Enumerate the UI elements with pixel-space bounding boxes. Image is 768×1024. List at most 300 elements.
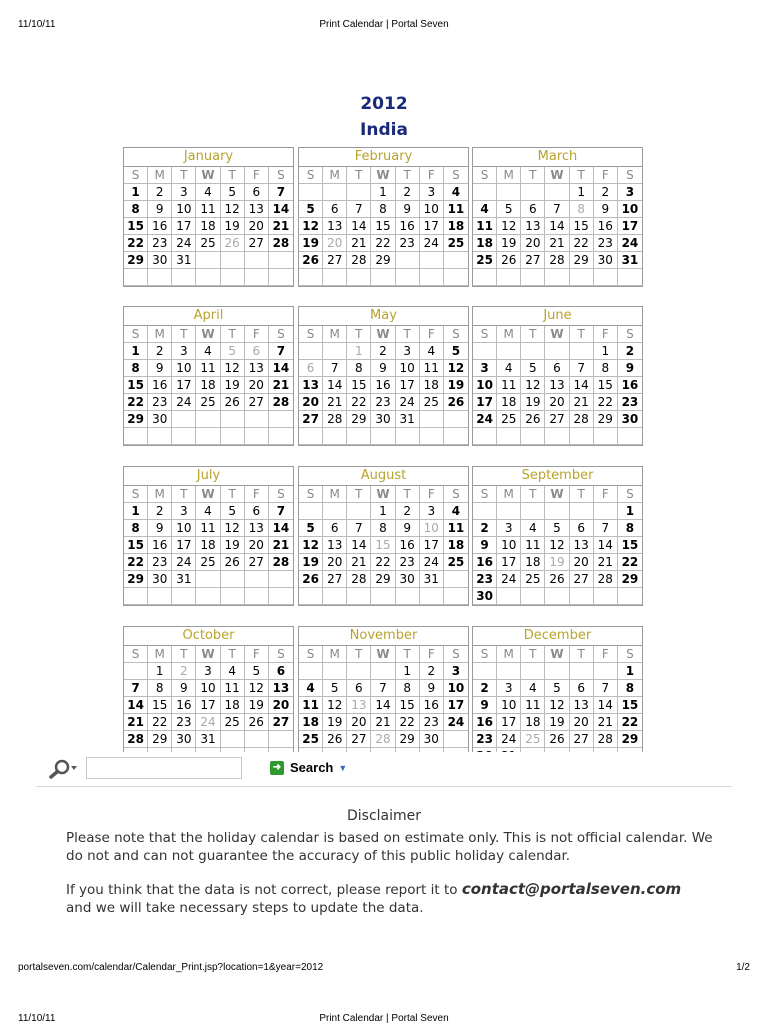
- day-cell: 9: [396, 520, 420, 537]
- month-days-grid: [299, 646, 468, 765]
- weekday-header: F: [594, 486, 618, 503]
- day-cell: 12: [221, 201, 245, 218]
- day-cell: 4: [196, 184, 220, 201]
- weekday-header: S: [473, 486, 497, 503]
- day-cell: 3: [396, 343, 420, 360]
- empty-cell: [269, 428, 293, 445]
- day-cell: 24: [618, 235, 642, 252]
- weekday-header: T: [347, 646, 371, 663]
- weekday-header: W: [545, 486, 569, 503]
- day-cell: 14: [124, 697, 148, 714]
- empty-cell: [497, 588, 521, 605]
- month-days-grid: [124, 167, 293, 286]
- day-cell: 29: [618, 731, 642, 748]
- day-cell: 12: [221, 520, 245, 537]
- weekday-header: S: [473, 167, 497, 184]
- empty-cell: [396, 252, 420, 269]
- empty-cell: [269, 252, 293, 269]
- month-name: February: [299, 148, 468, 167]
- empty-cell: [570, 343, 594, 360]
- day-cell: 7: [594, 680, 618, 697]
- day-cell: 30: [172, 731, 196, 748]
- day-cell: 4: [473, 201, 497, 218]
- day-cell: 3: [172, 184, 196, 201]
- day-cell: 5: [545, 520, 569, 537]
- weekday-header: W: [371, 486, 395, 503]
- search-button-label: Search: [290, 760, 334, 775]
- day-cell: 25: [521, 731, 545, 748]
- day-cell: 21: [570, 394, 594, 411]
- day-cell: 13: [570, 697, 594, 714]
- day-cell: 8: [618, 680, 642, 697]
- day-cell: 19: [497, 235, 521, 252]
- day-cell: 8: [371, 520, 395, 537]
- day-cell: 11: [444, 201, 468, 218]
- day-cell: 31: [196, 731, 220, 748]
- day-cell: 26: [444, 394, 468, 411]
- day-cell: 6: [323, 520, 347, 537]
- weekday-header: S: [473, 326, 497, 343]
- day-cell: 29: [570, 252, 594, 269]
- weekday-header: T: [221, 486, 245, 503]
- day-cell: 19: [545, 554, 569, 571]
- day-cell: 20: [299, 394, 323, 411]
- day-cell: 19: [323, 714, 347, 731]
- day-cell: 7: [269, 503, 293, 520]
- empty-cell: [420, 428, 444, 445]
- weekday-header: T: [396, 486, 420, 503]
- empty-cell: [497, 428, 521, 445]
- day-cell: 5: [221, 184, 245, 201]
- day-cell: 9: [148, 520, 172, 537]
- month-days-grid: [124, 486, 293, 605]
- day-cell: 17: [420, 218, 444, 235]
- day-cell: 24: [172, 554, 196, 571]
- weekday-header: T: [221, 167, 245, 184]
- day-cell: 11: [420, 360, 444, 377]
- day-cell: 18: [196, 377, 220, 394]
- day-cell: 18: [196, 218, 220, 235]
- day-cell: 4: [420, 343, 444, 360]
- day-cell: 22: [124, 554, 148, 571]
- day-cell: 8: [124, 520, 148, 537]
- day-cell: 6: [245, 343, 269, 360]
- day-cell: 23: [148, 554, 172, 571]
- day-cell: 16: [172, 697, 196, 714]
- day-cell: 29: [124, 571, 148, 588]
- month-days-grid: [299, 167, 468, 286]
- month-name: September: [473, 467, 642, 486]
- empty-cell: [521, 663, 545, 680]
- day-cell: 16: [148, 537, 172, 554]
- day-cell: 28: [269, 394, 293, 411]
- empty-cell: [594, 588, 618, 605]
- day-cell: 22: [124, 394, 148, 411]
- empty-cell: [172, 428, 196, 445]
- day-cell: 5: [245, 663, 269, 680]
- day-cell: 20: [269, 697, 293, 714]
- weekday-header: W: [545, 326, 569, 343]
- weekday-header: W: [371, 646, 395, 663]
- day-cell: 31: [172, 252, 196, 269]
- empty-cell: [497, 269, 521, 286]
- empty-cell: [299, 663, 323, 680]
- day-cell: 3: [497, 680, 521, 697]
- day-cell: 21: [347, 235, 371, 252]
- weekday-header: T: [172, 167, 196, 184]
- empty-cell: [497, 503, 521, 520]
- magnifier-icon[interactable]: [46, 757, 78, 779]
- weekday-header: S: [299, 167, 323, 184]
- weekday-header: F: [420, 326, 444, 343]
- empty-cell: [269, 571, 293, 588]
- day-cell: 24: [420, 554, 444, 571]
- day-cell: 2: [148, 343, 172, 360]
- disclaimer-paragraph-2-suffix: and we will take necessary steps to update the data.: [66, 900, 424, 916]
- day-cell: 22: [618, 714, 642, 731]
- day-cell: 24: [420, 235, 444, 252]
- day-cell: 18: [221, 697, 245, 714]
- day-cell: 19: [221, 218, 245, 235]
- day-cell: 14: [347, 218, 371, 235]
- day-cell: 10: [420, 201, 444, 218]
- day-cell: 13: [521, 218, 545, 235]
- day-cell: 20: [323, 554, 347, 571]
- day-cell: 30: [473, 588, 497, 605]
- weekday-header: S: [269, 486, 293, 503]
- day-cell: 27: [245, 235, 269, 252]
- empty-cell: [545, 503, 569, 520]
- weekday-header: S: [269, 326, 293, 343]
- day-cell: 12: [521, 377, 545, 394]
- day-cell: 28: [269, 554, 293, 571]
- day-cell: 29: [371, 252, 395, 269]
- day-cell: 6: [299, 360, 323, 377]
- day-cell: 2: [473, 520, 497, 537]
- day-cell: 12: [323, 697, 347, 714]
- weekday-header: M: [323, 326, 347, 343]
- empty-cell: [521, 428, 545, 445]
- day-cell: 19: [299, 235, 323, 252]
- day-cell: 20: [245, 377, 269, 394]
- day-cell: 22: [396, 714, 420, 731]
- day-cell: 14: [347, 537, 371, 554]
- day-cell: 21: [371, 714, 395, 731]
- day-cell: 18: [521, 554, 545, 571]
- day-cell: 12: [299, 218, 323, 235]
- weekday-header: M: [497, 486, 521, 503]
- month-days-grid: [473, 167, 642, 286]
- day-cell: 30: [420, 731, 444, 748]
- empty-cell: [245, 428, 269, 445]
- empty-cell: [221, 588, 245, 605]
- weekday-header: S: [124, 326, 148, 343]
- day-cell: 25: [521, 571, 545, 588]
- day-cell: 14: [570, 377, 594, 394]
- day-cell: 2: [473, 680, 497, 697]
- day-cell: 1: [124, 503, 148, 520]
- month-name: December: [473, 627, 642, 646]
- search-button[interactable]: [266, 758, 351, 778]
- weekday-header: S: [124, 486, 148, 503]
- day-cell: 31: [420, 571, 444, 588]
- day-cell: 17: [172, 377, 196, 394]
- empty-cell: [570, 269, 594, 286]
- day-cell: 15: [124, 537, 148, 554]
- day-cell: 7: [347, 520, 371, 537]
- empty-cell: [323, 428, 347, 445]
- day-cell: 16: [420, 697, 444, 714]
- day-cell: 1: [618, 663, 642, 680]
- empty-cell: [245, 269, 269, 286]
- day-cell: 5: [521, 360, 545, 377]
- empty-cell: [545, 428, 569, 445]
- day-cell: 19: [444, 377, 468, 394]
- weekday-header: M: [323, 486, 347, 503]
- day-cell: 14: [323, 377, 347, 394]
- day-cell: 17: [497, 554, 521, 571]
- day-cell: 3: [444, 663, 468, 680]
- day-cell: 27: [347, 731, 371, 748]
- month-name: November: [299, 627, 468, 646]
- day-cell: 16: [618, 377, 642, 394]
- day-cell: 9: [420, 680, 444, 697]
- empty-cell: [473, 269, 497, 286]
- day-cell: 9: [396, 201, 420, 218]
- day-cell: 17: [444, 697, 468, 714]
- empty-cell: [299, 428, 323, 445]
- day-cell: 8: [347, 360, 371, 377]
- day-cell: 10: [497, 697, 521, 714]
- day-cell: 17: [420, 537, 444, 554]
- empty-cell: [221, 252, 245, 269]
- month-name: May: [299, 307, 468, 326]
- day-cell: 15: [570, 218, 594, 235]
- weekday-header: F: [245, 167, 269, 184]
- chevron-down-icon: ▼: [338, 763, 348, 773]
- weekday-header: W: [196, 326, 220, 343]
- day-cell: 8: [594, 360, 618, 377]
- weekday-header: S: [618, 167, 642, 184]
- day-cell: 20: [347, 714, 371, 731]
- empty-cell: [618, 588, 642, 605]
- day-cell: 10: [618, 201, 642, 218]
- day-cell: 7: [269, 184, 293, 201]
- day-cell: 18: [444, 218, 468, 235]
- day-cell: 10: [172, 520, 196, 537]
- day-cell: 30: [148, 411, 172, 428]
- day-cell: 27: [570, 731, 594, 748]
- day-cell: 14: [594, 697, 618, 714]
- empty-cell: [245, 588, 269, 605]
- weekday-header: T: [172, 486, 196, 503]
- day-cell: 30: [396, 571, 420, 588]
- empty-cell: [594, 428, 618, 445]
- day-cell: 29: [124, 252, 148, 269]
- divider: [36, 786, 732, 787]
- day-cell: 30: [148, 252, 172, 269]
- day-cell: 11: [521, 697, 545, 714]
- day-cell: 4: [196, 503, 220, 520]
- month-february: [298, 147, 469, 287]
- day-cell: 14: [371, 697, 395, 714]
- day-cell: 18: [196, 537, 220, 554]
- day-cell: 3: [473, 360, 497, 377]
- day-cell: 12: [545, 697, 569, 714]
- empty-cell: [545, 663, 569, 680]
- day-cell: 28: [124, 731, 148, 748]
- empty-cell: [172, 411, 196, 428]
- weekday-header: F: [594, 167, 618, 184]
- day-cell: 21: [594, 714, 618, 731]
- month-december: [472, 626, 643, 766]
- day-cell: 4: [444, 503, 468, 520]
- day-cell: 6: [245, 184, 269, 201]
- day-cell: 6: [545, 360, 569, 377]
- weekday-header: S: [618, 646, 642, 663]
- empty-cell: [570, 663, 594, 680]
- next-page-title: Print Calendar | Portal Seven: [319, 1013, 449, 1024]
- empty-cell: [269, 731, 293, 748]
- disclaimer-heading: Disclaimer: [346, 808, 422, 824]
- day-cell: 1: [148, 663, 172, 680]
- day-cell: 29: [148, 731, 172, 748]
- empty-cell: [347, 503, 371, 520]
- month-name: July: [124, 467, 293, 486]
- day-cell: 21: [269, 218, 293, 235]
- weekday-header: T: [396, 326, 420, 343]
- weekday-header: S: [124, 646, 148, 663]
- day-cell: 23: [148, 394, 172, 411]
- empty-cell: [124, 428, 148, 445]
- day-cell: 27: [245, 554, 269, 571]
- weekday-header: T: [347, 326, 371, 343]
- day-cell: 25: [196, 394, 220, 411]
- day-cell: 24: [444, 714, 468, 731]
- empty-cell: [396, 588, 420, 605]
- day-cell: 11: [299, 697, 323, 714]
- empty-cell: [196, 411, 220, 428]
- contact-email-link[interactable]: contact@portalseven.com: [461, 880, 682, 898]
- empty-cell: [594, 663, 618, 680]
- empty-cell: [570, 588, 594, 605]
- weekday-header: F: [245, 326, 269, 343]
- weekday-header: M: [497, 646, 521, 663]
- disclaimer-paragraph-2-prefix: If you think that the data is not correct, please report it to: [66, 882, 462, 898]
- day-cell: 17: [497, 714, 521, 731]
- day-cell: 19: [245, 697, 269, 714]
- empty-cell: [269, 411, 293, 428]
- day-cell: 2: [371, 343, 395, 360]
- day-cell: 20: [545, 394, 569, 411]
- day-cell: 21: [545, 235, 569, 252]
- day-cell: 26: [323, 731, 347, 748]
- empty-cell: [371, 269, 395, 286]
- day-cell: 25: [196, 235, 220, 252]
- day-cell: 10: [497, 537, 521, 554]
- day-cell: 9: [172, 680, 196, 697]
- day-cell: 1: [124, 184, 148, 201]
- day-cell: 20: [521, 235, 545, 252]
- month-september: [472, 466, 643, 606]
- day-cell: 16: [473, 554, 497, 571]
- day-cell: 3: [172, 343, 196, 360]
- day-cell: 21: [347, 554, 371, 571]
- empty-cell: [347, 269, 371, 286]
- weekday-header: W: [371, 167, 395, 184]
- empty-cell: [545, 588, 569, 605]
- day-cell: 26: [545, 571, 569, 588]
- empty-cell: [299, 184, 323, 201]
- day-cell: 8: [570, 201, 594, 218]
- weekday-header: M: [148, 326, 172, 343]
- day-cell: 14: [594, 537, 618, 554]
- day-cell: 23: [473, 731, 497, 748]
- day-cell: 13: [245, 201, 269, 218]
- day-cell: 19: [299, 554, 323, 571]
- day-cell: 17: [172, 537, 196, 554]
- day-cell: 4: [521, 520, 545, 537]
- day-cell: 12: [497, 218, 521, 235]
- empty-cell: [618, 269, 642, 286]
- month-name: April: [124, 307, 293, 326]
- day-cell: 7: [347, 201, 371, 218]
- day-cell: 22: [148, 714, 172, 731]
- weekday-header: T: [521, 326, 545, 343]
- day-cell: 25: [420, 394, 444, 411]
- empty-cell: [618, 428, 642, 445]
- print-footer-url: portalseven.com/calendar/Calendar_Print.jsp?location=1&year=2012: [18, 962, 324, 973]
- empty-cell: [221, 269, 245, 286]
- day-cell: 7: [545, 201, 569, 218]
- day-cell: 6: [269, 663, 293, 680]
- weekday-header: T: [570, 646, 594, 663]
- day-cell: 1: [371, 184, 395, 201]
- day-cell: 28: [570, 411, 594, 428]
- day-cell: 9: [473, 537, 497, 554]
- empty-cell: [570, 428, 594, 445]
- day-cell: 22: [347, 394, 371, 411]
- day-cell: 20: [570, 714, 594, 731]
- weekday-header: T: [570, 326, 594, 343]
- day-cell: 28: [323, 411, 347, 428]
- day-cell: 8: [618, 520, 642, 537]
- weekday-header: T: [570, 167, 594, 184]
- month-days-grid: [124, 646, 293, 765]
- day-cell: 26: [521, 411, 545, 428]
- day-cell: 7: [124, 680, 148, 697]
- day-cell: 18: [521, 714, 545, 731]
- empty-cell: [148, 588, 172, 605]
- day-cell: 26: [545, 731, 569, 748]
- day-cell: 10: [473, 377, 497, 394]
- day-cell: 24: [396, 394, 420, 411]
- search-input[interactable]: [86, 757, 242, 779]
- day-cell: 25: [497, 411, 521, 428]
- day-cell: 28: [371, 731, 395, 748]
- day-cell: 10: [172, 201, 196, 218]
- day-cell: 24: [497, 731, 521, 748]
- day-cell: 2: [396, 503, 420, 520]
- day-cell: 11: [497, 377, 521, 394]
- day-cell: 3: [497, 520, 521, 537]
- month-november: [298, 626, 469, 766]
- day-cell: 31: [172, 571, 196, 588]
- print-page-number: 1/2: [736, 962, 750, 973]
- day-cell: 3: [196, 663, 220, 680]
- empty-cell: [473, 428, 497, 445]
- day-cell: 13: [323, 537, 347, 554]
